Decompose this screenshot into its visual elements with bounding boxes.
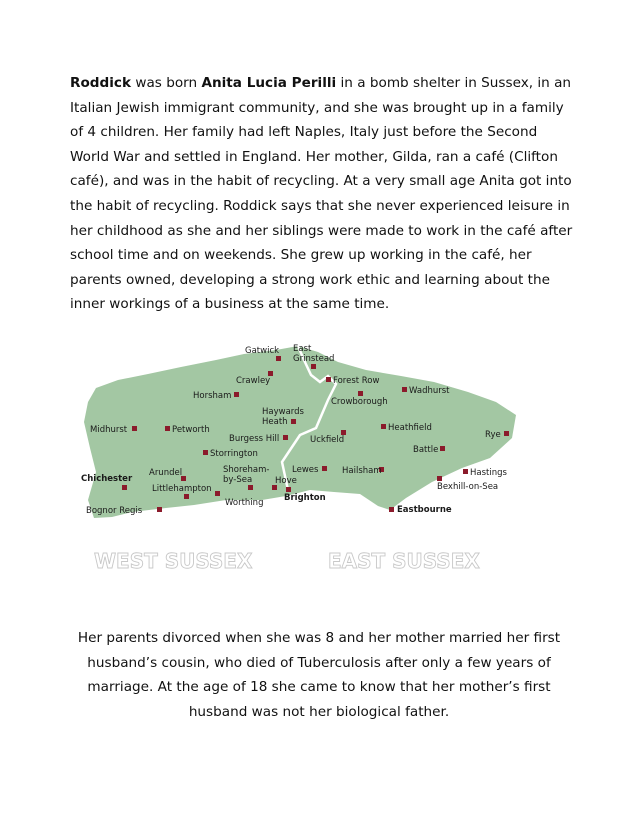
- label-chichester: Chichester: [81, 474, 133, 484]
- label-gatwick: Gatwick: [245, 346, 280, 356]
- label-storrington: Storrington: [210, 449, 258, 459]
- marker-heathfield: [381, 424, 386, 429]
- region-west-sussex: WEST SUSSEX: [94, 549, 253, 573]
- label-lewes: Lewes: [292, 465, 319, 475]
- marker-forest-row: [326, 377, 331, 382]
- marker-eastbourne: [389, 507, 394, 512]
- marker-chichester: [122, 485, 127, 490]
- birth-name: Anita Lucia Perilli: [201, 75, 337, 91]
- label-forest-row: Forest Row: [333, 376, 380, 386]
- label-haywards: Haywards: [262, 407, 304, 417]
- marker-shoreham: [248, 485, 253, 490]
- marker-bognor-regis: [157, 507, 162, 512]
- marker-east-grinstead: [311, 364, 316, 369]
- marker-gatwick: [276, 356, 281, 361]
- label-crawley: Crawley: [236, 376, 271, 386]
- marker-burgess-hill: [283, 435, 288, 440]
- name-roddick: Roddick: [70, 75, 132, 91]
- label-hove: Hove: [275, 476, 297, 486]
- label-worthing: Worthing: [225, 498, 264, 508]
- label-wadhurst: Wadhurst: [409, 386, 450, 396]
- label-bexhill: Bexhill-on-Sea: [437, 482, 499, 492]
- marker-horsham: [234, 392, 239, 397]
- label-east: East: [293, 344, 312, 354]
- label-crowborough: Crowborough: [331, 397, 388, 407]
- label-heath: Heath: [262, 417, 288, 427]
- paragraph-text-part: was born: [131, 75, 202, 91]
- biography-paragraph: [70, 71, 580, 317]
- label-littlehampton: Littlehampton: [152, 484, 212, 494]
- label-eastbourne: Eastbourne: [397, 505, 452, 515]
- label-bognor-regis: Bognor Regis: [86, 506, 143, 516]
- marker-rye: [504, 431, 509, 436]
- region-east-sussex: EAST SUSSEX: [328, 549, 480, 573]
- label-brighton: Brighton: [284, 493, 326, 503]
- marker-storrington: [203, 450, 208, 455]
- label-horsham: Horsham: [193, 391, 232, 401]
- marker-haywards-heath: [291, 419, 296, 424]
- label-hailsham: Hailsham: [342, 466, 382, 476]
- marker-petworth: [165, 426, 170, 431]
- label-by-sea: by-Sea: [223, 475, 253, 485]
- label-midhurst: Midhurst: [90, 425, 128, 435]
- marker-lewes: [322, 466, 327, 471]
- label-grinstead: Grinstead: [293, 354, 335, 364]
- marker-crowborough: [358, 391, 363, 396]
- paragraph-text-rest: in a bomb shelter in Sussex, in an Italian Jewish immigrant community, and she was brought up in a family of 4 children. Her family had left Naples, Italy just before the Second World War and settled in England. Her mother, Gilda, ran a café (Clifton café), and was in the habit of recycling. At a very small age Anita got into the habit of recycling. Roddick says that she never experienced leisure in her childhood as she and her siblings were made to work in the café after school time and on weekends. She grew up working in the café, her parents owned, developing a strong work ethic and learning about the inner workings of a business at the same time.: [70, 75, 573, 313]
- marker-brighton: [286, 487, 291, 492]
- label-rye: Rye: [485, 430, 501, 440]
- marker-worthing: [215, 491, 220, 496]
- label-uckfield: Uckfield: [310, 435, 345, 445]
- label-petworth: Petworth: [172, 425, 210, 435]
- label-heathfield: Heathfield: [388, 423, 432, 433]
- marker-littlehampton: [184, 494, 189, 499]
- marker-midhurst: [132, 426, 137, 431]
- label-shoreham: Shoreham-: [223, 465, 270, 475]
- marker-battle: [440, 446, 445, 451]
- marker-bexhill: [437, 476, 442, 481]
- sussex-map: [76, 340, 536, 580]
- divorce-paragraph: Her parents divorced when she was 8 and her mother married her first husband’s cousin, who died of Tuberculosis after only a few years of marriage. At the age of 18 she came to know that her mother’s first husband was not her biological father.: [77, 630, 561, 720]
- marker-wadhurst: [402, 387, 407, 392]
- label-hastings: Hastings: [470, 468, 507, 478]
- label-arundel: Arundel: [149, 468, 183, 478]
- marker-hastings: [463, 469, 468, 474]
- label-battle: Battle: [413, 445, 439, 455]
- label-burgess-hill: Burgess Hill: [229, 434, 280, 444]
